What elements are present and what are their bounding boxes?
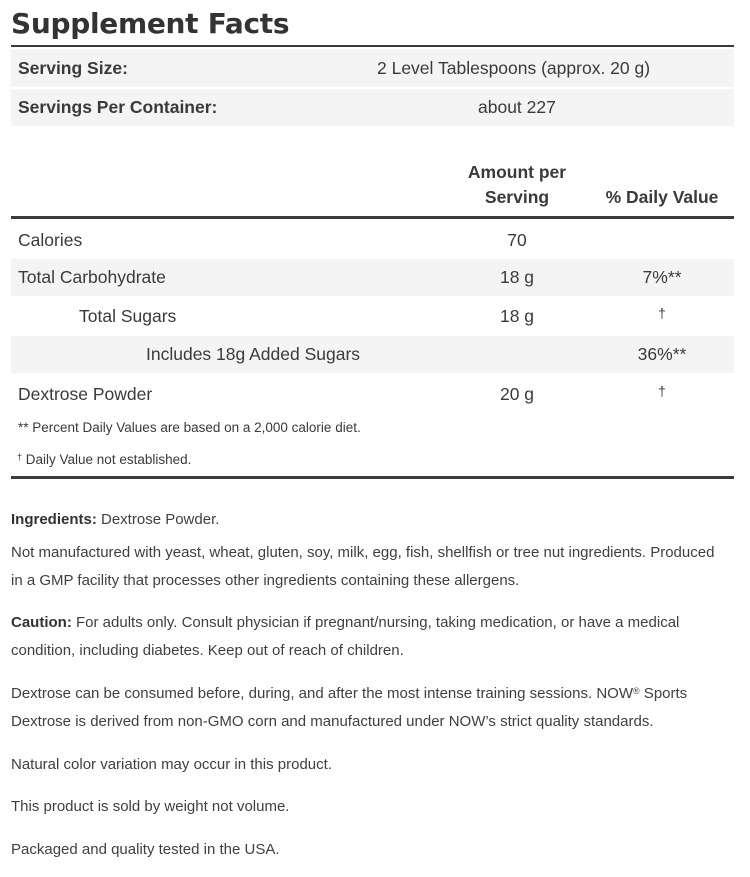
- top-divider: [11, 45, 734, 47]
- caution-text: For adults only. Consult physician if pregnant/nursing, taking medication, or have a medical: [71, 614, 680, 631]
- amount-header-line2: Serving: [484, 187, 550, 207]
- bottom-divider: [11, 476, 734, 479]
- weight-note: This product is sold by weight not volume.: [11, 798, 290, 815]
- dagger-footnote: [17, 452, 191, 467]
- allergen-line-2: in a GMP facility that processes other ingredients containing these allergens.: [11, 572, 520, 589]
- ingredients-text: Dextrose Powder.: [96, 511, 220, 528]
- servings-per-container-value: about 227: [478, 97, 556, 117]
- page-title: Supplement Facts: [11, 7, 290, 40]
- nutrient-name: Calories: [18, 230, 83, 250]
- nutrient-name: Includes 18g Added Sugars: [146, 344, 361, 364]
- caution-label: Caution:: [11, 614, 72, 631]
- header-divider: [11, 216, 734, 219]
- serving-size-row: [11, 49, 734, 87]
- nutrient-name: Dextrose Powder: [18, 384, 153, 404]
- ingredients-line: [11, 506, 736, 534]
- packaged-note: Packaged and quality tested in the USA.: [11, 841, 280, 858]
- nutrient-dv: †: [658, 384, 666, 399]
- table-header: [11, 160, 734, 216]
- nutrient-amount: 20 g: [499, 384, 535, 404]
- nutrient-amount: 18 g: [499, 306, 535, 326]
- allergen-statement: [11, 539, 736, 595]
- dagger-mark: †: [17, 452, 23, 462]
- product-description: [11, 680, 736, 736]
- description-line-1: [11, 680, 736, 708]
- description-text-a: Dextrose can be consumed before, during, and after the most intense training sessions. NOW: [11, 685, 633, 702]
- ingredients-label: Ingredients:: [11, 511, 97, 528]
- table-row: [11, 297, 734, 335]
- dagger-footnote-text: Daily Value not established.: [22, 452, 192, 467]
- nutrient-name: Total Carbohydrate: [18, 267, 166, 287]
- servings-per-container-row: [11, 89, 734, 126]
- daily-value-header: % Daily Value: [605, 187, 719, 207]
- caution-line-1: [11, 609, 736, 637]
- registered-mark: ®: [633, 686, 640, 696]
- nutrient-amount: 70: [507, 230, 527, 250]
- table-row: [11, 259, 734, 296]
- nutrient-amount: 18 g: [499, 267, 535, 287]
- serving-size-label: Serving Size:: [18, 58, 128, 78]
- nutrient-dv: 7%**: [642, 267, 682, 287]
- table-row: [11, 374, 734, 412]
- serving-size-value: 2 Level Tablespoons (approx. 20 g): [377, 58, 651, 78]
- allergen-line-1: Not manufactured with yeast, wheat, gluten, soy, milk, egg, fish, shellfish or tree nut ingredients. Produced: [11, 544, 715, 561]
- nutrient-dv: †: [658, 306, 666, 321]
- description-text-b: Sports: [639, 685, 688, 702]
- table-row: [11, 336, 734, 373]
- amount-header-line1: Amount per: [467, 162, 567, 182]
- nutrient-name: Total Sugars: [79, 306, 177, 326]
- caution-line-2: condition, including diabetes. Keep out of reach of children.: [11, 642, 404, 659]
- caution-statement: [11, 609, 736, 665]
- servings-per-container-label: Servings Per Container:: [18, 97, 218, 117]
- table-row: [11, 221, 734, 258]
- percent-daily-footnote: ** Percent Daily Values are based on a 2,000 calorie diet.: [18, 420, 361, 435]
- nutrient-dv: 36%**: [637, 344, 687, 364]
- color-variation-note: Natural color variation may occur in this product.: [11, 756, 332, 773]
- description-line-2: Dextrose is derived from non-GMO corn and manufactured under NOW’s strict quality standards.: [11, 713, 654, 730]
